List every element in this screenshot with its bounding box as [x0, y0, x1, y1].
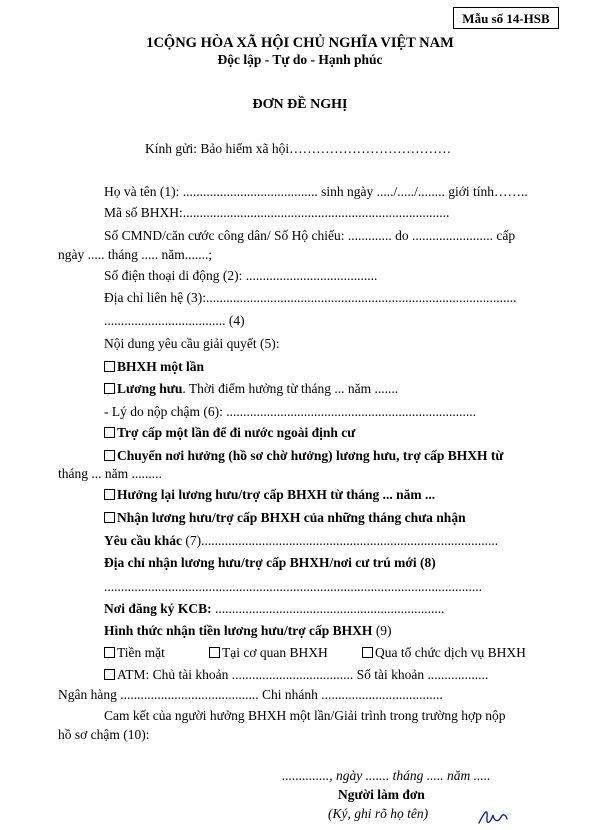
option-transfer-cont: tháng ... năm .........: [58, 466, 162, 481]
option-label: Qua tổ chức dịch vụ BHXH: [375, 645, 526, 660]
option-label: Tiền mặt: [117, 645, 165, 660]
late-reason-line: - Lý do nộp chậm (6): ..........................................................................: [104, 404, 476, 419]
option-label: Trợ cấp một lần để đi nước ngoài định cư: [117, 425, 356, 440]
other-request-label: Yêu cầu khác: [104, 533, 183, 548]
request-label: Nội dung yêu cầu giải quyết (5):: [104, 336, 280, 351]
id-line: Số CMND/căn cước công dân/ Số Hộ chiếu: ............. do ........................ cấp: [104, 228, 516, 243]
signature-mark-icon: [476, 805, 510, 827]
checkbox-bhxh-once[interactable]: [104, 361, 115, 372]
option-abroad: [104, 425, 355, 441]
id-line-cont: ngày ..... tháng ..... năm.......;: [58, 247, 213, 262]
doc-title: ĐƠN ĐỀ NGHỊ: [252, 97, 348, 112]
option-detail: . Thời điểm hưởng từ tháng ... năm .......: [182, 381, 399, 396]
date-line: .............., ngày ....... tháng ..... năm .....: [282, 768, 491, 783]
commitment-line-cont: hồ sơ chậm (10):: [58, 727, 150, 742]
checkbox-resume[interactable]: [104, 489, 115, 500]
payment-method-label: Hình thức nhận tiền lương hưu/trợ cấp BHXH: [104, 623, 373, 638]
name-line: Họ và tên (1): ........................................ sinh ngày ...../...../........ giới tính……..: [104, 184, 528, 199]
payment-method-line: [104, 623, 392, 639]
option-label: Lương hưu: [117, 381, 183, 396]
bhxh-code-line: Mã số BHXH:...............................................................................: [104, 205, 450, 220]
pay-cash-option: [104, 645, 165, 661]
checkbox-pension[interactable]: [104, 383, 115, 394]
checkbox-abroad[interactable]: [104, 427, 115, 438]
option-resume: [104, 487, 435, 503]
motto: Độc lập - Tự do - Hạnh phúc: [217, 52, 383, 67]
commitment-line: Cam kết của người hưởng BHXH một lần/Giải trình trong trường hợp nộp: [104, 708, 506, 723]
checkbox-service[interactable]: [362, 647, 373, 658]
kcb-dots: ....................................................................: [211, 601, 445, 616]
kcb-line: [104, 601, 445, 617]
option-pension: [104, 381, 398, 397]
option-label: Chuyển nơi hưởng (hồ sơ chờ hưởng) lương hưu, trợ cấp BHXH từ: [117, 448, 504, 463]
form-code-box: Mẫu số 14-HSB: [453, 7, 559, 29]
national-title: 1CỘNG HÒA XÃ HỘI CHỦ NGHĨA VIỆT NAM: [146, 35, 454, 51]
option-label: ATM: Chủ tài khoản .................................... Số tài khoản ..................: [117, 667, 489, 682]
bank-line: Ngân hàng ......................................... Chi nhánh ....................................: [58, 687, 443, 702]
option-unpaid: [104, 510, 466, 526]
phone-line: Số điện thoại di động (2): .......................................: [104, 268, 378, 283]
pay-atm-option: [104, 667, 488, 683]
address-line: Địa chỉ liên hệ (3):............................................................................................: [104, 290, 517, 305]
signature-note: (Ký, ghi rõ họ tên): [328, 806, 429, 821]
other-request-dots: (7)........................................................................................: [182, 533, 499, 548]
checkbox-office[interactable]: [209, 647, 220, 658]
checkbox-unpaid[interactable]: [104, 512, 115, 523]
option-transfer: [104, 448, 504, 464]
kcb-label: Nơi đăng ký KCB:: [104, 601, 212, 616]
recipient-line: Kính gửi: Bảo hiểm xã hội………………………………: [145, 141, 452, 156]
option-label: Hưởng lại lương hưu/trợ cấp BHXH từ tháng ... năm ...: [117, 487, 436, 502]
option-label: Tại cơ quan BHXH: [222, 645, 328, 660]
option-label: Nhận lương hưu/trợ cấp BHXH của những tháng chưa nhận: [117, 510, 466, 525]
address-line-cont: .................................... (4): [104, 313, 245, 328]
new-address-dots: ................................................................................................................: [104, 579, 482, 594]
checkbox-transfer[interactable]: [104, 450, 115, 461]
signer-title: Người làm đơn: [338, 787, 425, 802]
checkbox-atm[interactable]: [104, 669, 115, 680]
option-bhxh-once: [104, 359, 204, 375]
payment-method-note: (9): [372, 623, 392, 638]
checkbox-cash[interactable]: [104, 647, 115, 658]
pay-service-option: [362, 645, 526, 661]
new-address-label: Địa chỉ nhận lương hưu/trợ cấp BHXH/nơi cư trú mới (8): [104, 555, 436, 570]
other-request-line: [104, 533, 498, 549]
pay-office-option: [209, 645, 328, 661]
option-label: BHXH một lần: [117, 359, 205, 374]
